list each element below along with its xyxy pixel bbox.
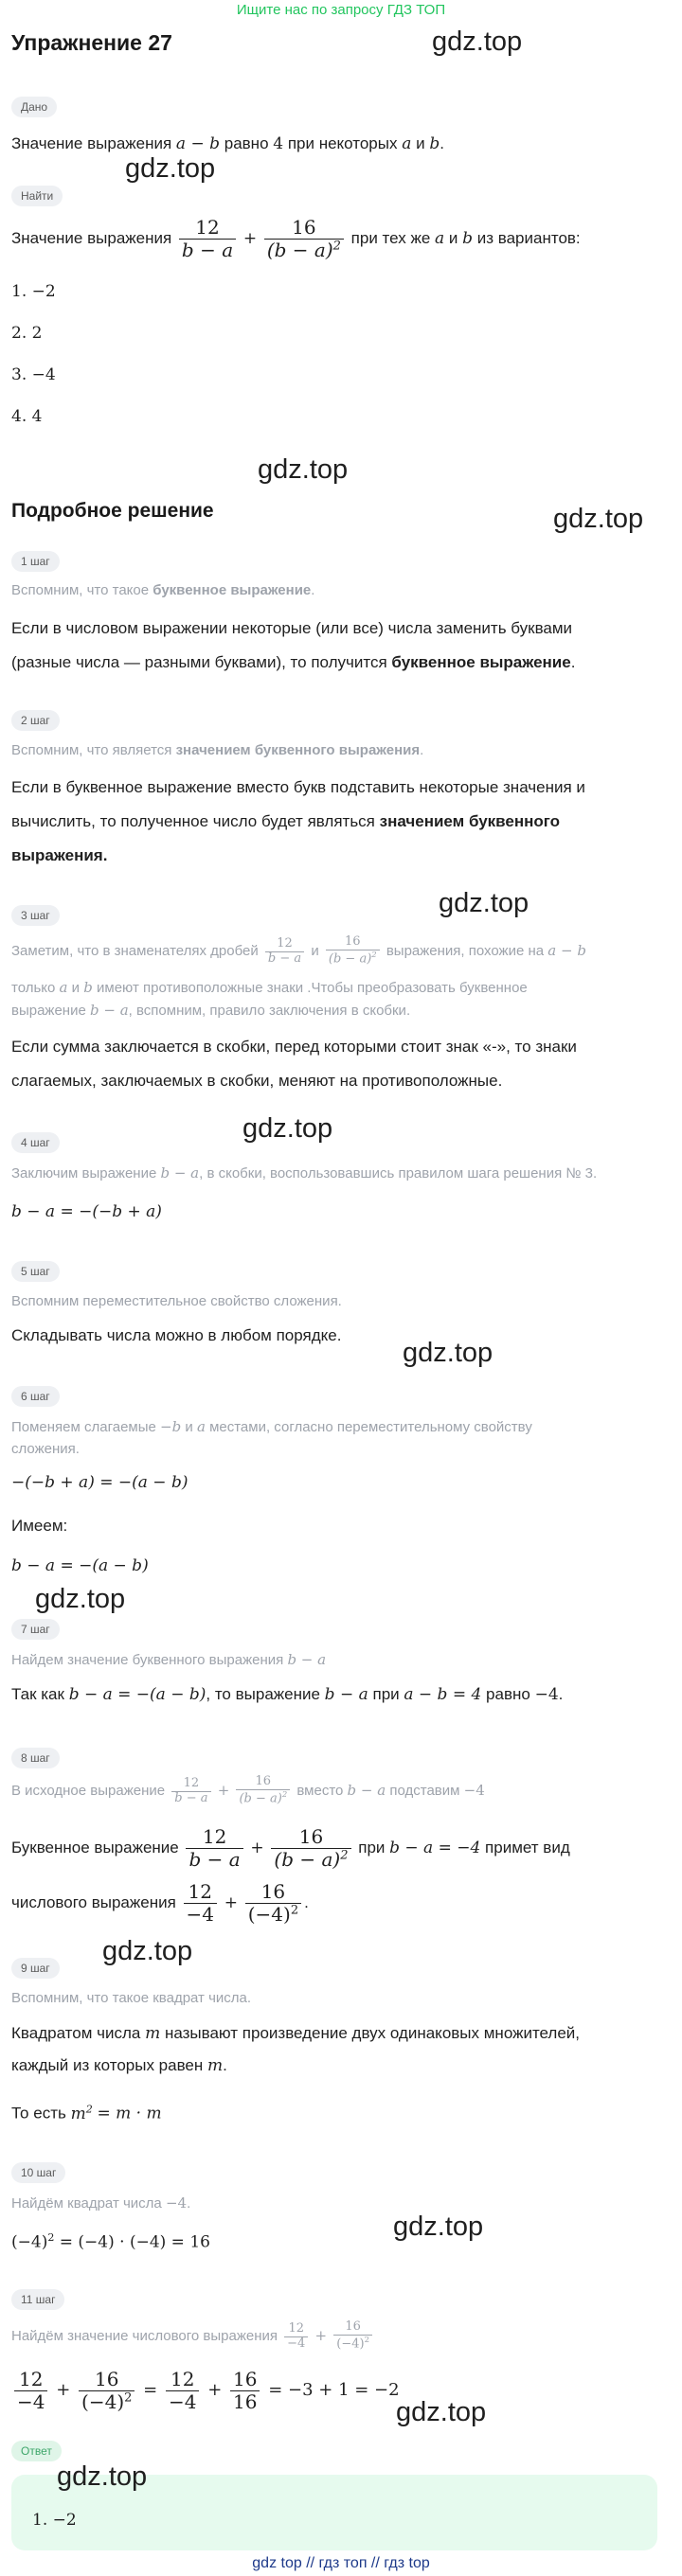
step-text: Так как b − a = −(a − b), то выражение b − a при a − b = 4 равно −4. <box>11 1685 564 1704</box>
step-hint: Заметим, что в знаменателях дробей $\frac{12}{b - a}$ и $\frac{16}{(b - a)^2}$ выражения, похожие на a − b <box>11 934 586 967</box>
step-hint: Вспомним, что такое буквенное выражение. <box>11 582 315 598</box>
step-hint: Вспомним переместительное свойство сложения. <box>11 1293 342 1309</box>
option-2[interactable]: 2. 2 <box>11 324 43 343</box>
watermark: gdz.top <box>242 1113 333 1144</box>
top-banner[interactable]: Ищите нас по запросу ГДЗ ТОП <box>236 2 446 18</box>
solution-title: Подробное решение <box>11 500 214 522</box>
step-hint: сложения. <box>11 1441 80 1457</box>
step-hint: Найдем значение буквенного выражения b − a <box>11 1651 327 1668</box>
watermark: gdz.top <box>396 2397 487 2427</box>
step-text: Имеем: <box>11 1517 68 1535</box>
step-hint: только a и b имеют противоположные знаки .Чтобы преобразовать буквенное <box>11 979 528 996</box>
step-text: Складывать числа можно в любом порядке. <box>11 1326 342 1344</box>
option-3[interactable]: 3. −4 <box>11 365 56 384</box>
answer-value: 1. −2 <box>32 2511 77 2530</box>
step-text: слагаемых, заключаемых в скобки, меняют на противоположные. <box>11 1072 503 1090</box>
watermark: gdz.top <box>553 504 644 534</box>
given-badge: Дано <box>11 97 57 117</box>
step-badge: 2 шаг <box>11 710 60 731</box>
step-badge: 9 шаг <box>11 1958 60 1979</box>
fraction: $\frac{12}{-4}$ <box>166 2369 199 2413</box>
formula: b − a = −(−b + a) <box>11 1202 162 1221</box>
step-hint: Поменяем слагаемые −b и a местами, согласно переместительному свойству <box>11 1418 532 1435</box>
fraction: $\frac{12}{-4}$ <box>14 2369 47 2413</box>
step-badge: 6 шаг <box>11 1386 60 1407</box>
step-hint: Заключим выражение b − a, в скобки, воспользовавшись правилом шага решения № 3. <box>11 1164 598 1181</box>
watermark: gdz.top <box>57 2461 148 2492</box>
step-text: числового выражения $\frac{12}{-4}$ + $\frac{16}{(-4)^2}$ . <box>11 1880 309 1927</box>
find-text: Значение выражения $\frac{12}{b - a}$ + $\frac{16}{(b - a)^2}$ при тех же a и b из вариантов: <box>11 216 581 262</box>
fraction: $\frac{16}{(-4)^2}$ <box>79 2369 135 2413</box>
fraction: $\frac{12}{b - a}$ <box>186 1826 242 1871</box>
fraction: $\frac{12}{b - a}$ <box>171 1777 210 1806</box>
step-badge: 11 шаг <box>11 2289 64 2310</box>
page-title: Упражнение 27 <box>11 30 172 55</box>
watermark: gdz.top <box>35 1584 126 1614</box>
step-text: Если в числовом выражении некоторые (или все) числа заменить буквами <box>11 619 573 637</box>
fraction: $\frac{12}{-4}$ <box>184 1881 217 1926</box>
watermark: gdz.top <box>393 2212 484 2242</box>
step-text: То есть $m^2 = m \cdot m$ <box>11 2103 162 2123</box>
step-badge: 3 шаг <box>11 905 60 926</box>
footer-links[interactable]: gdz top // гдз топ // гдз top <box>252 2555 430 2571</box>
step-badge: 7 шаг <box>11 1619 60 1640</box>
step-text: Если в буквенное выражение вместо букв подставить некоторые значения и <box>11 778 585 796</box>
fraction: $\frac{16}{(b - a)^2}$ <box>271 1826 350 1871</box>
watermark: gdz.top <box>432 27 523 57</box>
answer-badge: Ответ <box>11 2441 62 2461</box>
step-text: каждый из которых равен m. <box>11 2056 227 2075</box>
fraction: $\frac{16}{(b - a)^2}$ <box>264 217 344 261</box>
step-badge: 5 шаг <box>11 1261 60 1282</box>
given-text: Значение выражения a − b равно 4 при некоторых a и b. <box>11 134 444 153</box>
formula: $(-4)^2 = (-4) \cdot (-4) = 16$ <box>11 2231 210 2252</box>
fraction: $\frac{16}{(-4)^2}$ <box>333 2320 372 2352</box>
option-1[interactable]: 1. −2 <box>11 282 56 301</box>
fraction: $\frac{12}{b - a}$ <box>179 217 236 261</box>
step-hint: Найдём квадрат числа −4. <box>11 2194 191 2212</box>
watermark: gdz.top <box>125 153 216 184</box>
step-badge: 8 шаг <box>11 1748 60 1768</box>
step-text: вычислить, то полученное число будет являться значением буквенного <box>11 812 561 830</box>
step-hint: Найдём значение числового выражения $\frac{12}{-4}$ + $\frac{16}{(-4)^2}$ <box>11 2314 665 2358</box>
watermark: gdz.top <box>258 454 349 485</box>
formula: b − a = −(a − b) <box>11 1556 149 1575</box>
formula: −(−b + a) = −(a − b) <box>11 1473 188 1492</box>
step-text: выражения. <box>11 846 108 864</box>
step-hint: выражение b − a, вспомним, правило заключения в скобки. <box>11 1002 411 1019</box>
step-text: Квадратом числа m называют произведение двух одинаковых множителей, <box>11 2024 581 2043</box>
step-hint: Вспомним, что такое квадрат числа. <box>11 1990 252 2006</box>
step-badge: 4 шаг <box>11 1132 60 1153</box>
step-hint: Вспомним, что является значением буквенного выражения. <box>11 742 424 758</box>
find-badge: Найти <box>11 186 63 206</box>
step-badge: 1 шаг <box>11 551 60 572</box>
option-4[interactable]: 4. 4 <box>11 407 43 426</box>
formula: $\frac{12}{-4}$ + $\frac{16}{(-4)^2}$ = $\frac{12}{-4}$ + $\frac{16}{16}$ = −3 + 1 = −2 <box>11 2363 665 2418</box>
fraction: $\frac{12}{b - a}$ <box>265 937 304 967</box>
fraction: $\frac{16}{(b - a)^2}$ <box>236 1775 290 1806</box>
fraction: $\frac{16}{(-4)^2}$ <box>245 1881 301 1926</box>
step-text: Если сумма заключается в скобки, перед которыми стоит знак «-», то знаки <box>11 1038 577 1056</box>
watermark: gdz.top <box>403 1338 494 1368</box>
watermark: gdz.top <box>102 1936 193 1966</box>
step-badge: 10 шаг <box>11 2162 65 2183</box>
step-text: (разные числа — разными буквами), то получится буквенное выражение. <box>11 653 576 671</box>
step-hint: В исходное выражение $\frac{12}{b - a}$ + $\frac{16}{(b - a)^2}$ вместо b − a подставим −4 <box>11 1774 485 1806</box>
fraction: $\frac{16}{16}$ <box>230 2369 260 2413</box>
watermark: gdz.top <box>439 888 529 918</box>
step-text: Буквенное выражение $\frac{12}{b - a}$ + $\frac{16}{(b - a)^2}$ при b − a = −4 примет вид <box>11 1825 570 1872</box>
fraction: $\frac{12}{-4}$ <box>284 2322 308 2352</box>
fraction: $\frac{16}{(b - a)^2}$ <box>326 935 380 967</box>
